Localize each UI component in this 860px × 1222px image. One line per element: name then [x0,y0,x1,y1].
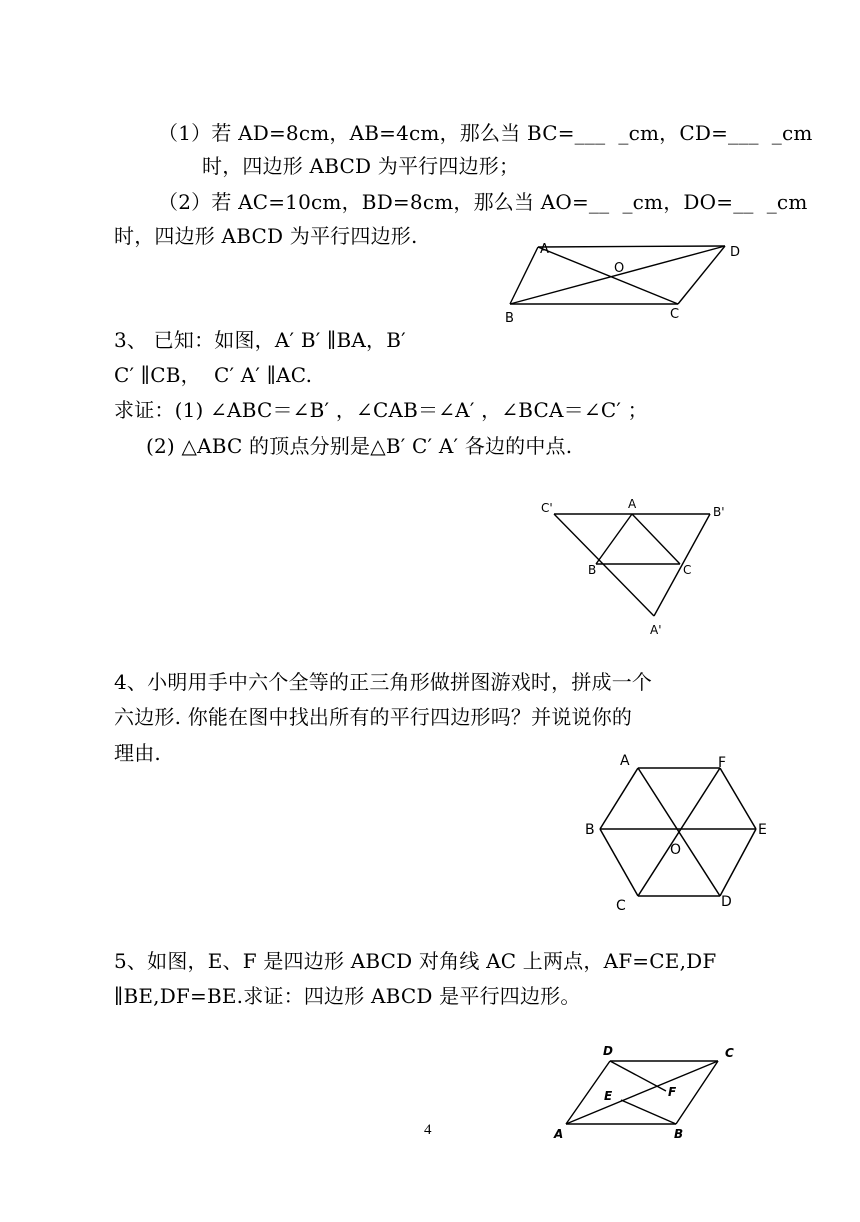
q2-part2-line1: （2）若 AC=10cm，BD=8cm，那么当 AO=__ _cm，DO=__ _cm [158,190,808,214]
q3-line1: 3、 已知：如图，A′ B′ ∥BA，B′ [114,328,406,352]
label-o: O [614,261,625,276]
side-b1-a1 [654,514,710,616]
segment-be [621,1100,676,1124]
label-b: B [505,311,514,326]
side-ab [510,247,538,304]
label-o: O [670,842,682,858]
q3-line2: C′ ∥CB， C′ A′ ∥AC. [114,363,313,387]
label-a-prime: A' [650,623,662,637]
edge-cb [600,829,638,896]
segment-df [610,1061,666,1091]
label-d: D [730,245,741,260]
label-e: E [758,822,767,838]
edge-ed [720,829,756,896]
q5-line1: 5、如图，E、F 是四边形 ABCD 对角线 AC 上两点，AF=CE,DF [114,949,717,973]
side-cd [678,246,725,304]
q3-line3: 求证：(1) ∠ABC＝∠B′ ，∠CAB＝∠A′ ，∠BCA＝∠C′ ； [114,398,648,422]
label-b: B [588,563,597,577]
label-b: B [585,822,595,838]
q3-line4: (2) △ABC 的顶点分别是△B′ C′ A′ 各边的中点. [146,434,573,458]
hexagon-figure [580,748,780,918]
q4-line2: 六边形. 你能在图中找出所有的平行四边形吗？并说说你的 [114,705,633,729]
label-a: A [620,753,630,769]
triangle-figure [530,492,740,642]
label-a: A [628,497,637,511]
label-f: F [668,1085,677,1099]
label-c: C [616,898,626,914]
label-c-prime: C' [541,501,553,515]
q4-line3: 理由. [114,741,161,765]
q5-line2: ∥BE,DF=BE.求证：四边形 ABCD 是平行四边形。 [114,984,581,1008]
label-c: C [683,563,692,577]
label-c: C [670,307,680,322]
diagonal-ac [538,247,678,304]
label-d: D [603,1044,613,1058]
q2-part1-line2: 时，四边形 ABCD 为平行四边形； [202,154,520,178]
side-ab [596,514,632,564]
page-number: 4 [424,1122,432,1138]
quadrilateral-figure [548,1036,758,1146]
side-ac [632,514,680,564]
parallelogram-figure [500,232,750,332]
label-a: A [554,1127,564,1141]
label-d: D [721,894,732,910]
q2-part1-line1: （1）若 AD=8cm，AB=4cm，那么当 BC=___ _cm，CD=___ _cm [158,121,813,145]
label-b: B [674,1127,684,1141]
q4-line1: 4、小明用手中六个全等的正三角形做拼图游戏时，拼成一个 [114,670,653,694]
q2-part2-line2: 时，四边形 ABCD 为平行四边形. [114,224,418,248]
label-e: E [604,1089,613,1103]
label-b-prime: B' [713,505,725,519]
edge-fe [720,768,756,829]
edge-ba [600,768,638,829]
label-c: C [725,1046,734,1060]
side-ad [538,246,725,247]
label-f: F [718,755,727,771]
label-a: A [540,242,549,257]
side-c1-a1 [554,514,654,616]
